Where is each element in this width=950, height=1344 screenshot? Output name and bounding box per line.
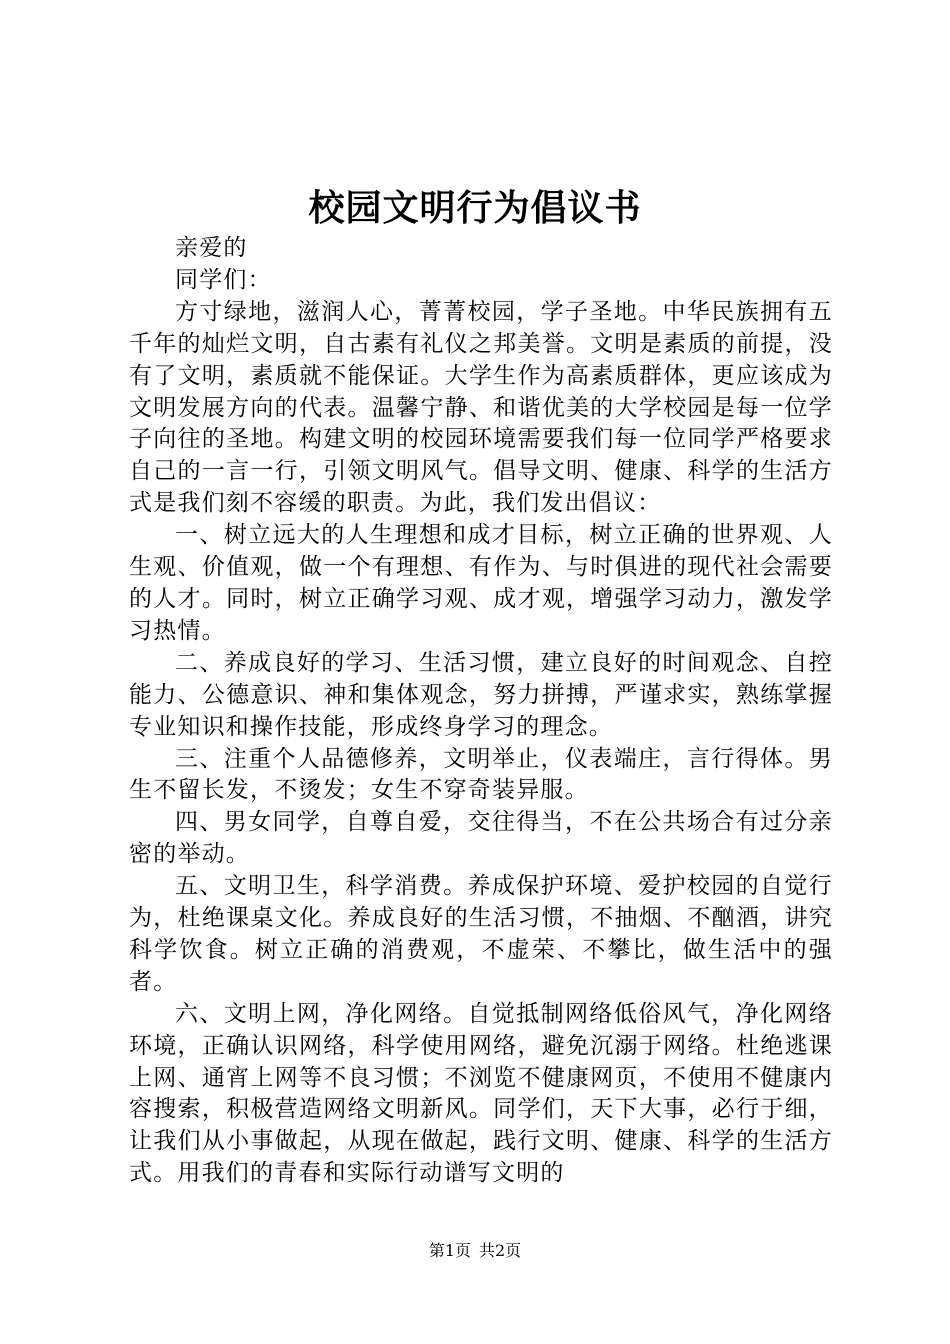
- document-body: [129, 233, 833, 1190]
- salutation-line-1: 亲爱的: [175, 235, 248, 261]
- paragraph-item-2: 二、养成良好的学习、生活习惯，建立良好的时间观念、自控能力、公德意识、神和集体观念，努力拼搏，严谨求实，熟练掌握专业知识和操作技能，形成终身学习的理念。: [129, 649, 833, 740]
- page-total: 共2页: [479, 1241, 522, 1260]
- page-footer: [0, 1241, 950, 1261]
- paragraph-item-3: 三、注重个人品德修养，文明举止，仪表端庄，言行得体。男生不留长发，不烫发；女生不穿奇装异服。: [129, 745, 833, 804]
- document-title: 校园文明行为倡议书: [308, 187, 642, 229]
- salutation-line-2: 同学们：: [175, 266, 272, 293]
- paragraph-item-1: 一、树立远大的人生理想和成才目标，树立正确的世界观、人生观、价值观，做一个有理想、有作为、与时俱进的现代社会需要的人才。同时，树立正确学习观、成才观，增强学习动力，激发学习热情。: [129, 522, 833, 644]
- page-number: 第1页: [428, 1241, 471, 1260]
- paragraph-item-6: 六、文明上网，净化网络。自觉抵制网络低俗风气，净化网络环境，正确认识网络，科学使用网络，避免沉溺于网络。杜绝逃课上网、通宵上网等不良习惯；不浏览不健康网页，不使用不健康内容搜索，积极营造网络文明新风。同学们，天下大事，必行于细，让我们从小事做起，从现在做起，践行文明、健康、科学的生活方式。用我们的青春和实际行动谱写文明的: [129, 1000, 833, 1187]
- paragraph-item-4: 四、男女同学，自尊自爱，交往得当，不在公共场合有过分亲密的举动。: [129, 809, 833, 868]
- paragraph-intro: 方寸绿地，滋润人心，菁菁校园，学子圣地。中华民族拥有五千年的灿烂文明，自古素有礼仪之邦美誉。文明是素质的前提，没有了文明，素质就不能保证。大学生作为高素质群体，更应该成为文明发展方向的代表。温馨宁静、和谐优美的大学校园是每一位学子向往的圣地。构建文明的校园环境需要我们每一位同学严格要求自己的一言一行，引领文明风气。倡导文明、健康、科学的生活方式是我们刻不容缓的职责。为此，我们发出倡议：: [129, 298, 833, 517]
- paragraph-item-5: 五、文明卫生，科学消费。养成保护环境、爱护校园的自觉行为，杜绝课桌文化。养成良好的生活习惯，不抽烟、不酗酒，讲究科学饮食。树立正确的消费观，不虚荣、不攀比，做生活中的强者。: [129, 873, 833, 995]
